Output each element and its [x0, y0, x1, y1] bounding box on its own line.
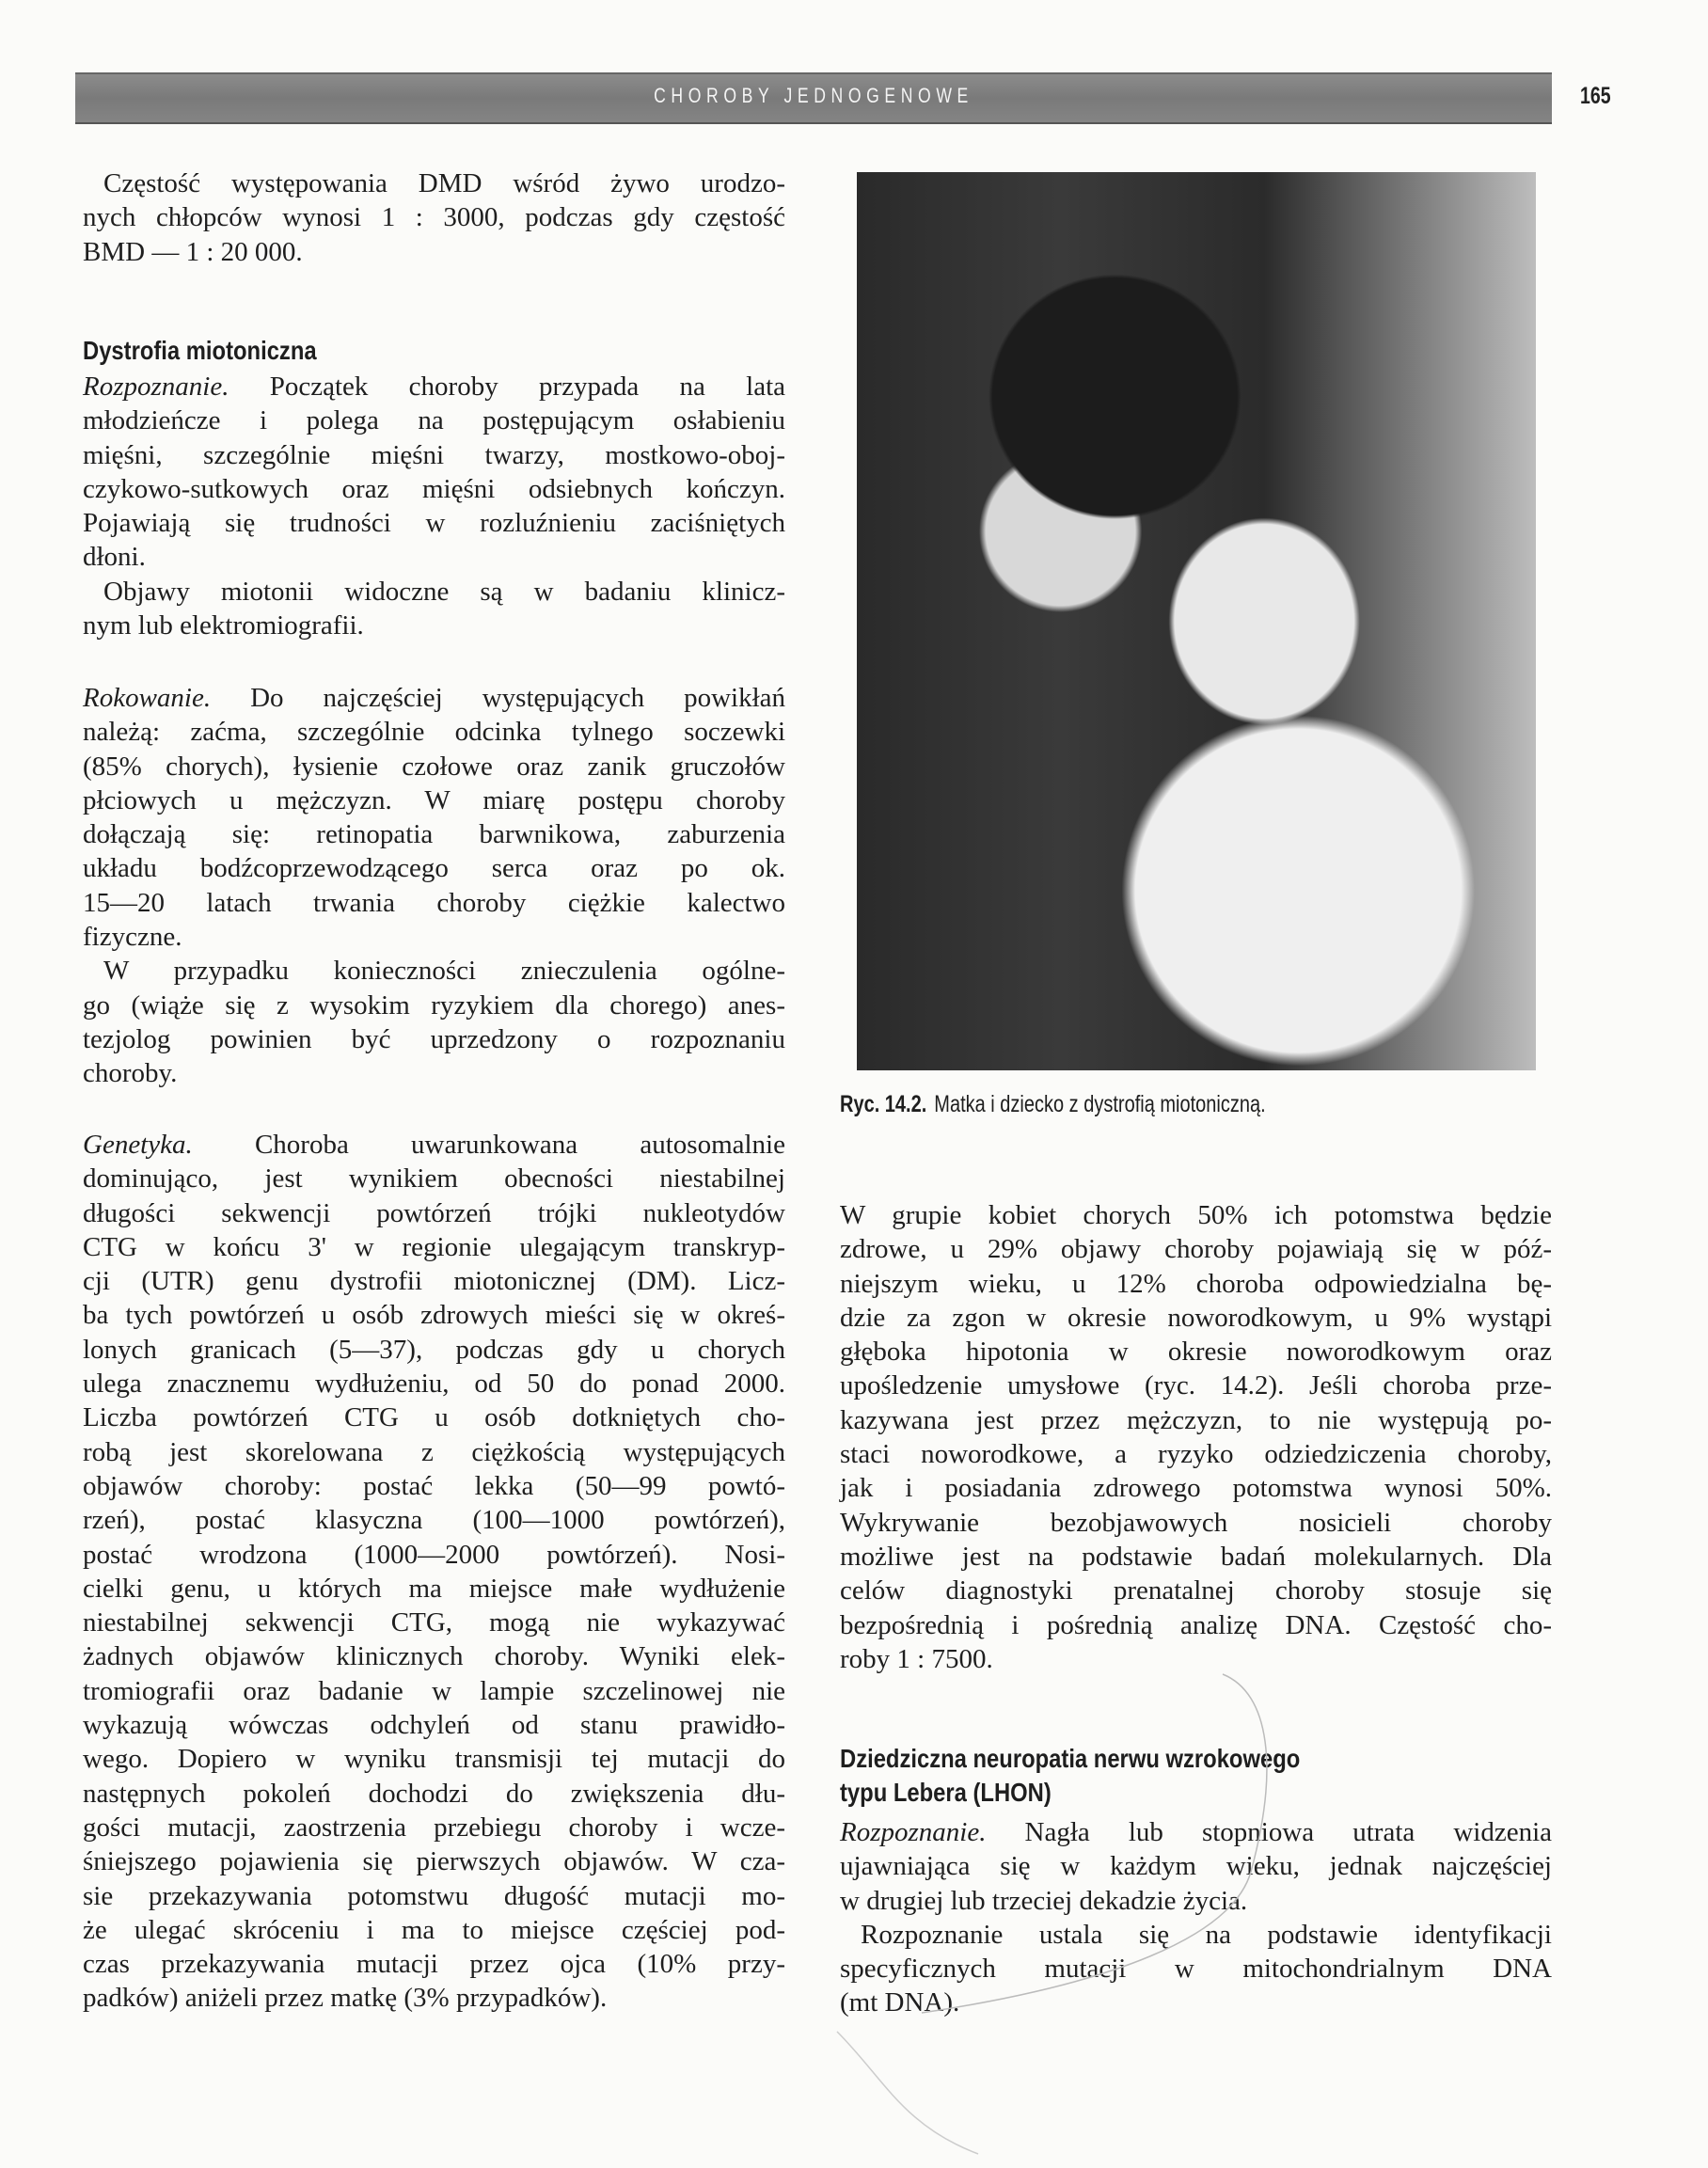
- line-text: lonych granicach (5—37), podczas gdy u chorych: [83, 1334, 785, 1365]
- line-text: Wykrywanie bezobjawowych nosicieli choroby: [840, 1507, 1552, 1538]
- text-line: [83, 1572, 785, 1606]
- line-text: 15—20 latach trwania choroby ciężkie kalectwo: [83, 887, 785, 918]
- line-text: (85% chorych), łysienie czołowe oraz zanik gruczołów: [83, 751, 785, 782]
- text-line: [83, 1435, 785, 1469]
- paragraph: [83, 166, 785, 269]
- figure-photo-mother-and-child: [857, 172, 1536, 1070]
- text-line: [83, 681, 785, 715]
- running-header-bar: [75, 72, 1552, 124]
- text-line: [83, 472, 785, 506]
- text-line: [840, 1301, 1552, 1335]
- text-line: [83, 200, 785, 234]
- line-text: zdrowe, u 29% objawy choroby pojawiają się w póź-: [840, 1234, 1552, 1265]
- line-text: gości mutacji, zaostrzenia przebiegu choroby i wcze-: [83, 1812, 785, 1843]
- text-line: [840, 1232, 1552, 1266]
- text-line: [83, 370, 785, 404]
- line-text: upośledzenie umysłowe (ryc. 14.2). Jeśli choroba prze-: [840, 1370, 1552, 1401]
- line-text: cji (UTR) genu dystrofii miotonicznej (DM). Licz-: [83, 1266, 785, 1297]
- line-text: że ulegać skróceniu i ma to miejsce częściej pod-: [83, 1914, 785, 1945]
- line-text: go (wiąże się z wysokim ryzykiem dla chorego) anes-: [83, 989, 785, 1021]
- line-text: niestabilnej sekwencji CTG, mogą nie wykazywać: [83, 1607, 785, 1638]
- text-line: [83, 1742, 785, 1776]
- text-line: [840, 1437, 1552, 1471]
- line-text: głęboka hipotonia w okresie noworodkowym oraz: [840, 1337, 1552, 1368]
- paragraph: [83, 370, 785, 642]
- line-text: roby 1 : 7500.: [840, 1643, 993, 1674]
- line-text: Choroba uwarunkowana autosomalnie: [192, 1130, 785, 1160]
- line-text: Dziedziczna neuropatia nerwu wzrokowego: [840, 1744, 1301, 1773]
- figure-caption-text: Matka i dziecko z dystrofią miotoniczną.: [934, 1091, 1266, 1117]
- line-text: tezjolog powinien być uprzedzony o rozpoznaniu: [83, 1023, 785, 1054]
- line-text: ba tych powtórzeń u osób zdrowych mieści się w okreś-: [83, 1300, 785, 1331]
- text-line: [83, 1469, 785, 1503]
- line-text: młodzieńcze i polega na postępującym osłabieniu: [83, 405, 785, 436]
- paragraph-lead-term: Rozpoznanie.: [83, 372, 229, 402]
- text-line: [840, 1369, 1552, 1402]
- text-line: [840, 1198, 1552, 1232]
- line-text: płciowych u mężczyzn. W miarę postępu choroby: [83, 784, 785, 815]
- text-line: [83, 1264, 785, 1298]
- line-text: BMD — 1 : 20 000.: [83, 236, 303, 267]
- text-line: [83, 1022, 785, 1056]
- line-text: długości sekwencji powtórzeń trójki nukleotydów: [83, 1197, 785, 1228]
- line-text: czykowo-sutkowych oraz mięśni odsiebnych kończyn.: [83, 473, 785, 504]
- line-text: postać wrodzona (1000—2000 powtórzeń). Nosi-: [83, 1539, 785, 1570]
- line-text: rzeń), postać klasyczna (100—1000 powtórzeń),: [83, 1505, 785, 1536]
- line-text: ujawniająca się w każdym wieku, jednak najczęściej: [840, 1851, 1552, 1882]
- line-text: Objawy miotonii widoczne są w badaniu klinicz-: [103, 576, 785, 607]
- figure-caption: [840, 1091, 1266, 1118]
- line-text: staci noworodkowe, a ryzyko odziedziczenia choroby,: [840, 1439, 1552, 1470]
- line-text: następnych pokoleń dochodzi do zwiększenia dłu-: [83, 1778, 785, 1809]
- text-line: [83, 886, 785, 920]
- text-line: [83, 540, 785, 574]
- text-line: [83, 783, 785, 817]
- text-line: [840, 1574, 1552, 1607]
- text-line: [840, 1540, 1552, 1574]
- text-line: [83, 1333, 785, 1367]
- text-line: [840, 1506, 1552, 1540]
- line-text: (mt DNA).: [840, 1987, 960, 2018]
- text-line: [83, 1196, 785, 1230]
- line-text: możliwe jest na podstawie badań molekularnych. Dla: [840, 1541, 1552, 1572]
- line-text: Do najczęściej występujących powikłań: [211, 683, 785, 713]
- line-text: Częstość występowania DMD wśród żywo urodzo-: [103, 168, 785, 198]
- line-text: choroby.: [83, 1058, 178, 1089]
- line-text: sie przekazywania potomstwu długość mutacji mo-: [83, 1880, 785, 1911]
- line-text: Dystrofia miotoniczna: [83, 336, 317, 365]
- line-text: specyficznych mutacji w mitochondrialnym DNA: [840, 1954, 1552, 1985]
- line-text: W grupie kobiet chorych 50% ich potomstwa będzie: [840, 1200, 1552, 1230]
- text-line: [83, 166, 785, 200]
- text-line: [83, 1913, 785, 1947]
- line-text: w drugiej lub trzeciej dekadzie życia.: [840, 1885, 1248, 1916]
- text-line: [83, 575, 785, 609]
- text-line: [83, 1811, 785, 1844]
- paragraph-lead-term: Genetyka.: [83, 1130, 193, 1160]
- line-text: jak i posiadania zdrowego potomstwa wynosi 50%.: [840, 1473, 1552, 1504]
- text-line: [840, 1403, 1552, 1437]
- line-text: cielki genu, u których ma miejsce małe wydłużenie: [83, 1573, 785, 1604]
- text-line: [83, 1606, 785, 1639]
- paragraph: [83, 681, 785, 1091]
- text-line: [83, 1056, 785, 1090]
- line-text: dominująco, jest wynikiem obecności niestabilnej: [83, 1163, 785, 1195]
- line-text: tromiografii oraz badanie w lampie szczelinowej nie: [83, 1675, 785, 1706]
- line-text: W przypadku konieczności znieczulenia ogólne-: [103, 956, 785, 987]
- text-line: [83, 1674, 785, 1708]
- line-text: niejszym wieku, u 12% choroba odpowiedzialna bę-: [840, 1268, 1552, 1299]
- page-number: 165: [1580, 83, 1611, 109]
- line-text: dzie za zgon w okresie noworodkowym, u 9% wystąpi: [840, 1302, 1552, 1333]
- line-text: żadnych objawów klinicznych choroby. Wyniki elek-: [83, 1641, 785, 1672]
- text-line: [83, 1298, 785, 1332]
- line-text: Pojawiają się trudności w rozluźnieniu zaciśniętych: [83, 508, 785, 539]
- line-text: Nagła lub stopniowa utrata widzenia: [986, 1817, 1552, 1847]
- paragraph: [840, 1198, 1552, 1676]
- line-text: typu Lebera (LHON): [840, 1778, 1052, 1808]
- paragraph-lead-term: Rozpoznanie.: [840, 1817, 987, 1847]
- text-line: [83, 609, 785, 642]
- paragraph: [83, 1128, 785, 2016]
- text-line: [83, 1708, 785, 1742]
- line-text: robą jest skorelowana z ciężkością występujących: [83, 1436, 785, 1467]
- line-text: dołączają się: retinopatia barwnikowa, zaburzenia: [83, 819, 785, 850]
- text-line: [840, 1471, 1552, 1505]
- figure-caption-label: Ryc. 14.2.: [840, 1091, 927, 1117]
- line-text: fizyczne.: [83, 922, 182, 953]
- text-line: [83, 1947, 785, 1981]
- section-heading: [83, 334, 785, 368]
- text-line: [83, 1367, 785, 1400]
- line-text: mięśni, szczególnie mięśni twarzy, mostkowo-oboj-: [83, 439, 785, 470]
- text-line: [83, 1128, 785, 1162]
- line-text: CTG w końcu 3' w regionie ulegającym transkryp-: [83, 1231, 785, 1262]
- line-text: należą: zaćma, szczególnie odcinka tylnego soczewki: [83, 717, 785, 748]
- text-line: [83, 1777, 785, 1811]
- text-line: [840, 1608, 1552, 1642]
- text-line: [83, 1639, 785, 1673]
- running-header-title: CHOROBY JEDNOGENOWE: [654, 84, 973, 107]
- line-text: wego. Dopiero w wyniku transmisji tej mutacji do: [83, 1744, 785, 1775]
- text-line: [83, 1844, 785, 1878]
- line-text: Liczba powtórzeń CTG u osób dotkniętych cho-: [83, 1402, 785, 1433]
- line-text: śniejszego pojawienia się pierwszych objawów. W cza-: [83, 1846, 785, 1877]
- text-line: [83, 506, 785, 540]
- line-text: wykazują wówczas odchyleń od stanu prawidło-: [83, 1710, 785, 1741]
- text-line: [83, 235, 785, 269]
- text-line: [83, 954, 785, 988]
- heading-line: [83, 334, 680, 368]
- scan-artifact-lines: [828, 1655, 1301, 2163]
- line-text: dłoni.: [83, 542, 146, 573]
- line-text: układu bodźcoprzewodzącego serca oraz po ok.: [83, 853, 785, 884]
- line-text: ulega znacznemu wydłużeniu, od 50 do ponad 2000.: [83, 1369, 785, 1400]
- line-text: celów diagnostyki prenatalnej choroby stosuje się: [840, 1575, 1552, 1606]
- text-line: [83, 851, 785, 885]
- line-text: padków) aniżeli przez matkę (3% przypadków).: [83, 1983, 608, 2014]
- line-text: Rozpoznanie ustala się na podstawie identyfikacji: [861, 1919, 1552, 1950]
- text-line: [840, 1335, 1552, 1369]
- line-text: kazywana jest przez mężczyzn, to nie występują po-: [840, 1404, 1552, 1435]
- line-text: nym lub elektromiografii.: [83, 610, 364, 641]
- text-line: [83, 404, 785, 437]
- line-text: czas przekazywania mutacji przez ojca (10% przy-: [83, 1949, 785, 1980]
- text-line: [83, 1538, 785, 1572]
- text-line: [83, 1879, 785, 1913]
- text-line: [840, 1267, 1552, 1301]
- line-text: Początek choroby przypada na lata: [229, 372, 785, 402]
- line-text: bezpośrednią i pośrednią analizę DNA. Częstość cho-: [840, 1609, 1552, 1640]
- text-line: [83, 1230, 785, 1264]
- text-line: [83, 1400, 785, 1434]
- text-line: [83, 750, 785, 783]
- line-text: objawów choroby: postać lekka (50—99 powtó-: [83, 1470, 785, 1501]
- text-line: [83, 715, 785, 749]
- text-line: [83, 1162, 785, 1195]
- text-line: [83, 989, 785, 1022]
- text-line: [83, 438, 785, 472]
- text-line: [83, 1503, 785, 1537]
- paragraph-lead-term: Rokowanie.: [83, 683, 212, 713]
- text-line: [83, 920, 785, 954]
- text-line: [83, 1981, 785, 2015]
- line-text: nych chłopców wynosi 1 : 3000, podczas gdy częstość: [83, 202, 785, 233]
- text-line: [83, 817, 785, 851]
